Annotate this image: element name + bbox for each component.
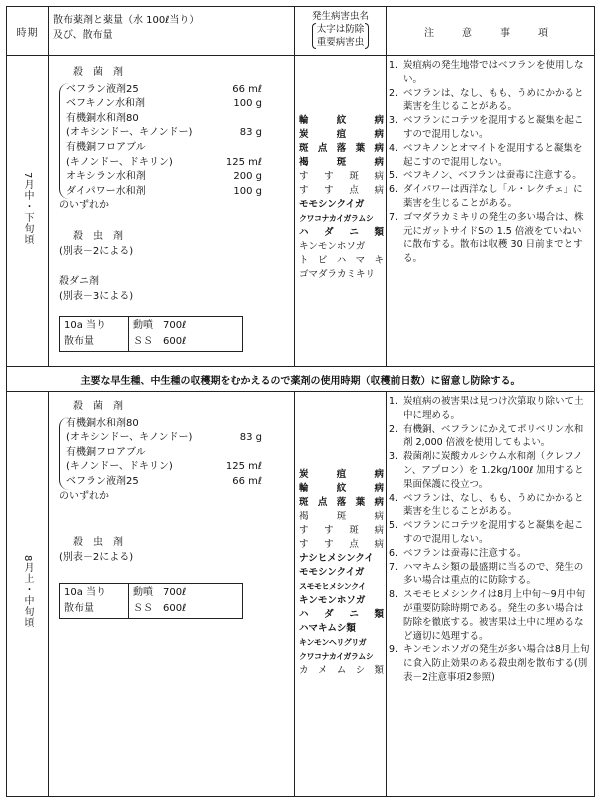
pest-char: マ	[355, 255, 366, 266]
volume-value-1: 動噴 700ℓ	[133, 320, 187, 332]
note-text: キンモンホソガの発生が多い場合は8月上旬に食入防止効果のある殺虫剤を散布する(別表－2注意事項2参照)	[403, 644, 590, 683]
pest-char: 落	[336, 497, 347, 508]
pest-name: ゴマダラカミキリ	[299, 269, 376, 280]
note-text: ダイパワーは西洋なし「ル・レクチェ」に薬害を生じることがある。	[403, 184, 583, 209]
fungicide-amount: 100 g	[233, 98, 262, 110]
pest-item	[299, 254, 384, 268]
pest-char: メ	[317, 665, 328, 676]
fungicide-group	[59, 417, 262, 490]
fungicide-group	[59, 83, 262, 200]
fungicide-name: (キノンドー、ドキリン)	[66, 461, 173, 473]
insecticide-ref: (別表－2による)	[59, 551, 134, 563]
pest-item	[299, 664, 384, 678]
pest-char: ハ	[299, 609, 309, 620]
pest-char: す	[299, 525, 309, 536]
pest-char: 輪	[299, 483, 309, 494]
note-text: 有機銅、ベフランにかえてポリベリン水和剤 2,000 倍液を使用してもよい。	[403, 423, 584, 449]
pest-name: クワコナカイガラムシ	[299, 652, 374, 661]
note-number: 7.	[389, 561, 399, 573]
pest-item	[299, 524, 384, 538]
volume-label-1: 10a 当り	[64, 320, 107, 332]
header-period: 時期	[7, 7, 49, 56]
fungicide-row	[66, 446, 262, 461]
pest-name: スモモヒメシンクイ	[299, 582, 366, 591]
pest-item	[299, 482, 384, 496]
pest-cell	[295, 56, 387, 367]
fungicide-amount: 100 g	[233, 185, 262, 197]
note-number: 3.	[389, 451, 399, 463]
fungicide-row	[66, 97, 262, 112]
fungicide-amount: 83 g	[239, 127, 262, 139]
fungicide-row	[66, 431, 262, 446]
header-spray	[49, 7, 295, 56]
acaricide-heading: 殺ダニ剤	[59, 276, 99, 288]
pest-char: す	[324, 539, 334, 550]
note-item	[389, 114, 590, 142]
header-pest-line2: 太字は防除	[316, 24, 365, 35]
pest-char: 褐	[299, 157, 309, 168]
pest-name: キンモンヘリグリガ	[299, 638, 367, 647]
pest-char: 炭	[299, 129, 309, 140]
fungicide-amount: 125 mℓ	[225, 461, 262, 473]
pest-char: 炭	[299, 469, 309, 480]
pest-char: 落	[336, 143, 347, 154]
pest-char: ハ	[336, 255, 347, 266]
note-number: 6.	[389, 184, 399, 196]
fungicide-name: ダイパワー水和剤	[66, 185, 146, 197]
insecticide-heading: 殺 虫 剤	[73, 230, 123, 242]
pest-item	[299, 128, 384, 142]
note-number: 1.	[389, 60, 399, 71]
notes-cell	[387, 56, 595, 367]
pest-char: す	[299, 185, 309, 196]
note-item	[389, 643, 590, 684]
header-spray-line1: 散布薬剤と薬量（水 100ℓ当り）	[53, 15, 200, 26]
note-number: 8.	[389, 589, 399, 601]
period-label: 8月上・中旬頃	[22, 555, 33, 629]
note-number: 3.	[389, 115, 399, 127]
insecticide-ref: (別表－2による)	[59, 245, 134, 257]
pest-char: 紋	[336, 483, 347, 494]
pest-name: キンモンホソガ	[299, 241, 366, 252]
note-text: ベフキノンとオマイトを混用すると凝集を起こすので混用しない。	[403, 142, 583, 168]
pest-char: ト	[299, 255, 309, 266]
pest-char: 病	[374, 115, 384, 126]
pest-item	[299, 156, 384, 170]
pest-name: キンモンホソガ	[299, 595, 366, 606]
note-item	[389, 183, 590, 211]
note-number: 5.	[389, 170, 399, 182]
volume-labels	[60, 584, 129, 618]
pest-item	[299, 212, 384, 226]
note-text: ベフランにコテツを混用すると凝集を起こすので混用しない。	[403, 115, 584, 140]
pest-char: 疽	[336, 469, 347, 480]
pest-char: す	[324, 525, 334, 536]
pest-char: 類	[374, 665, 384, 676]
note-number: 4.	[389, 142, 399, 154]
pest-char: 病	[374, 483, 384, 494]
note-item	[389, 142, 590, 170]
pest-char: す	[299, 539, 309, 550]
pest-char: キ	[374, 255, 384, 266]
note-text: 炭疽病の発生地帯ではベフランを使用しない。	[403, 60, 584, 85]
fungicide-name: オキシラン水和剤	[66, 171, 146, 183]
pest-item	[299, 594, 384, 608]
fungicide-row	[66, 156, 262, 171]
pest-char: ダ	[324, 609, 334, 620]
fungicide-heading: 殺 菌 剤	[73, 67, 123, 78]
fungicide-name: 有機銅フロアブル	[66, 446, 146, 458]
pest-char: ビ	[317, 255, 328, 266]
pest-char: 病	[374, 185, 384, 196]
note-item	[389, 450, 590, 491]
pest-char: 点	[317, 143, 328, 154]
pest-char: ム	[336, 665, 347, 676]
fungicide-amount: 200 g	[233, 171, 262, 183]
note-item	[389, 492, 590, 520]
pest-item	[299, 268, 384, 282]
fungicide-name: (オキシンドー、キノンドー)	[66, 127, 193, 139]
pest-item	[299, 510, 384, 524]
fungicide-amount: 66 mℓ	[232, 83, 262, 95]
pest-char: シ	[355, 665, 366, 676]
header-row	[7, 7, 595, 56]
fungicide-name: (キノンドー、ドキリン)	[66, 156, 173, 168]
pest-item	[299, 496, 384, 510]
note-number: 7.	[389, 211, 399, 223]
pest-char: 病	[374, 171, 384, 182]
pest-char: 病	[374, 511, 384, 522]
pest-char: 斑	[349, 171, 359, 182]
pest-char: す	[324, 171, 334, 182]
volume-values	[129, 584, 243, 618]
fungicide-amount: 125 mℓ	[225, 156, 262, 168]
pest-item	[299, 636, 384, 650]
fungicide-row	[66, 83, 262, 98]
note-item	[389, 547, 590, 561]
pest-item	[299, 198, 384, 212]
pest-item	[299, 538, 384, 552]
note-number: 2.	[389, 87, 399, 99]
insecticide-heading: 殺 虫 剤	[73, 537, 123, 549]
note-number: 9.	[389, 644, 399, 656]
pest-char: 斑	[299, 497, 309, 508]
note-text: ハマキムシ類の最盛期に当るので、発生の多い場合は重点的に防除する。	[403, 561, 584, 587]
either-label: のいずれか	[59, 490, 109, 502]
fungicide-row	[66, 417, 262, 432]
fungicide-name: ベフラン液剤25	[66, 475, 139, 487]
pest-char: す	[324, 185, 334, 196]
pest-char: ニ	[349, 609, 359, 620]
pest-item	[299, 240, 384, 254]
volume-value-1: 動噴 700ℓ	[133, 587, 187, 599]
volume-label-2: 散布量	[64, 336, 94, 348]
note-text: ベフキノン、ベフランは蚕毒に注意する。	[403, 170, 582, 182]
note-item	[389, 423, 590, 451]
banner-row	[7, 367, 595, 392]
volume-values	[129, 317, 243, 351]
pest-char: 葉	[355, 143, 366, 154]
section-july-row	[7, 56, 595, 367]
pest-char: 病	[374, 525, 384, 536]
pest-char: 病	[374, 497, 384, 508]
pest-name: クワコナカイガラムシ	[299, 214, 374, 223]
pest-char: 斑	[349, 525, 359, 536]
pest-item	[299, 114, 384, 128]
pest-char: 点	[317, 497, 328, 508]
pest-char: ハ	[299, 227, 309, 238]
pest-char: 病	[374, 143, 384, 154]
fungicide-name: ベフキノン水和剤	[66, 98, 145, 110]
note-number: 1.	[389, 396, 399, 407]
pest-char: 葉	[355, 497, 366, 508]
acaricide-ref: (別表－3による)	[59, 290, 134, 302]
note-text: ゴマダラカミキリの発生の多い場合は、株元にガットサイドSの 1.5 倍液をていねいに散布する。散布は収穫 30 日前までとする。	[403, 211, 584, 265]
note-text: ベフランは、なし、もも、うめにかかると薬害を生じることがある。	[403, 492, 584, 518]
pest-item	[299, 142, 384, 156]
pest-char: 褐	[299, 511, 309, 522]
pest-char: 病	[374, 129, 384, 140]
volume-labels	[60, 317, 129, 351]
fungicide-heading: 殺 菌 剤	[73, 401, 123, 412]
note-item	[389, 395, 590, 423]
pest-item	[299, 622, 384, 636]
pest-char: 点	[349, 539, 359, 550]
pest-char: 紋	[336, 115, 347, 126]
header-pest	[295, 7, 387, 56]
section-august-row	[7, 392, 595, 797]
pest-name: モモシンクイガ	[299, 199, 365, 210]
volume-value-2: ＳＳ 600ℓ	[133, 603, 187, 615]
header-pest-bracket	[312, 23, 370, 49]
header-pest-line3: 重要病害虫	[316, 37, 365, 48]
fungicide-amount: 83 g	[239, 432, 262, 444]
note-text: ベフランは蚕毒に注意する。	[403, 547, 527, 559]
note-item	[389, 519, 590, 547]
pest-char: 斑	[336, 157, 347, 168]
note-item	[389, 59, 590, 87]
note-number: 5.	[389, 520, 399, 532]
header-spray-line2: 及び、散布量	[53, 30, 113, 41]
pest-cell	[295, 392, 387, 797]
note-item	[389, 211, 590, 266]
pest-char: 斑	[336, 511, 347, 522]
pest-item	[299, 170, 384, 184]
fungicide-row	[66, 141, 262, 156]
pest-char: 病	[374, 469, 384, 480]
pest-char: ダ	[324, 227, 334, 238]
note-text: 殺菌剤に炭酸カルシウム水和剤（クレフノン、アプロン）を 1.2kg/100ℓ 加用すると果面保護に役立つ。	[403, 451, 584, 490]
pest-char: 点	[349, 185, 359, 196]
pest-char: 輪	[299, 115, 309, 126]
pest-char: 類	[374, 227, 384, 238]
pest-item	[299, 184, 384, 198]
fungicide-name: (オキシンドー、キノンドー)	[66, 432, 193, 444]
period-cell	[7, 392, 49, 797]
pest-item	[299, 226, 384, 240]
spray-volume-box	[59, 316, 243, 352]
pest-name: ハマキムシ類	[299, 623, 356, 634]
fungicide-row	[66, 185, 262, 200]
fungicide-name: ベフラン液剤25	[66, 83, 139, 95]
spray-cell	[49, 56, 295, 367]
header-pest-line1: 発生病害虫名	[311, 11, 369, 22]
fungicide-row	[66, 460, 262, 475]
harvest-banner: 主要な早生種、中生種の収穫期をむかえるので薬剤の使用時期（収穫前日数）に留意し防除する。	[7, 367, 595, 392]
pest-name: モモシンクイガ	[299, 567, 365, 578]
pest-name: ナシヒメシンクイ	[299, 553, 374, 564]
note-text: 炭疽病の被害果は見つけ次第取り除いて土中に埋める。	[403, 396, 584, 421]
note-text: ベフランは、なし、もも、うめにかかると薬害を生じることがある。	[403, 87, 584, 113]
either-label: のいずれか	[59, 200, 109, 212]
pest-item	[299, 580, 384, 594]
fungicide-row	[66, 475, 262, 490]
pest-item	[299, 650, 384, 664]
spray-volume-box	[59, 583, 243, 619]
pest-char: 病	[374, 539, 384, 550]
notes-cell	[387, 392, 595, 797]
spray-cell	[49, 392, 295, 797]
volume-label-1: 10a 当り	[64, 587, 107, 599]
pest-item	[299, 468, 384, 482]
note-number: 6.	[389, 547, 399, 559]
note-text: ベフランにコテツを混用すると凝集を起こすので混用しない。	[403, 520, 584, 545]
fungicide-row	[66, 170, 262, 185]
pest-char: 疽	[336, 129, 347, 140]
fungicide-row	[66, 126, 262, 141]
pest-char: す	[299, 171, 309, 182]
fungicide-row	[66, 112, 262, 127]
fungicide-name: 有機銅水和剤80	[66, 112, 139, 124]
note-item	[389, 169, 590, 183]
note-item	[389, 87, 590, 115]
pest-item	[299, 552, 384, 566]
note-item	[389, 561, 590, 589]
pest-char: 類	[374, 609, 384, 620]
volume-value-2: ＳＳ 600ℓ	[133, 336, 187, 348]
fungicide-name: 有機銅水和剤80	[66, 417, 139, 429]
period-cell	[7, 56, 49, 367]
volume-label-2: 散布量	[64, 603, 94, 615]
fungicide-amount: 66 mℓ	[232, 475, 262, 487]
pest-char: 斑	[299, 143, 309, 154]
pest-char: 病	[374, 157, 384, 168]
note-number: 2.	[389, 423, 399, 435]
pest-char: ニ	[349, 227, 359, 238]
pest-item	[299, 608, 384, 622]
pest-item	[299, 566, 384, 580]
note-text: スモモヒメシンクイは8月上中旬～9月中旬が重要防除時期である。発生の多い場合は防除を徹底する。被害果は土中に埋めるなど適切に処理する。	[403, 589, 586, 642]
pest-char: カ	[299, 665, 309, 676]
note-number: 4.	[389, 492, 399, 504]
header-notes: 注 意 事 項	[387, 7, 595, 56]
fungicide-name: 有機銅フロアブル	[66, 141, 146, 153]
spray-schedule-table	[6, 6, 595, 797]
period-label: 7月中・下旬頃	[22, 172, 33, 246]
note-item	[389, 588, 590, 643]
